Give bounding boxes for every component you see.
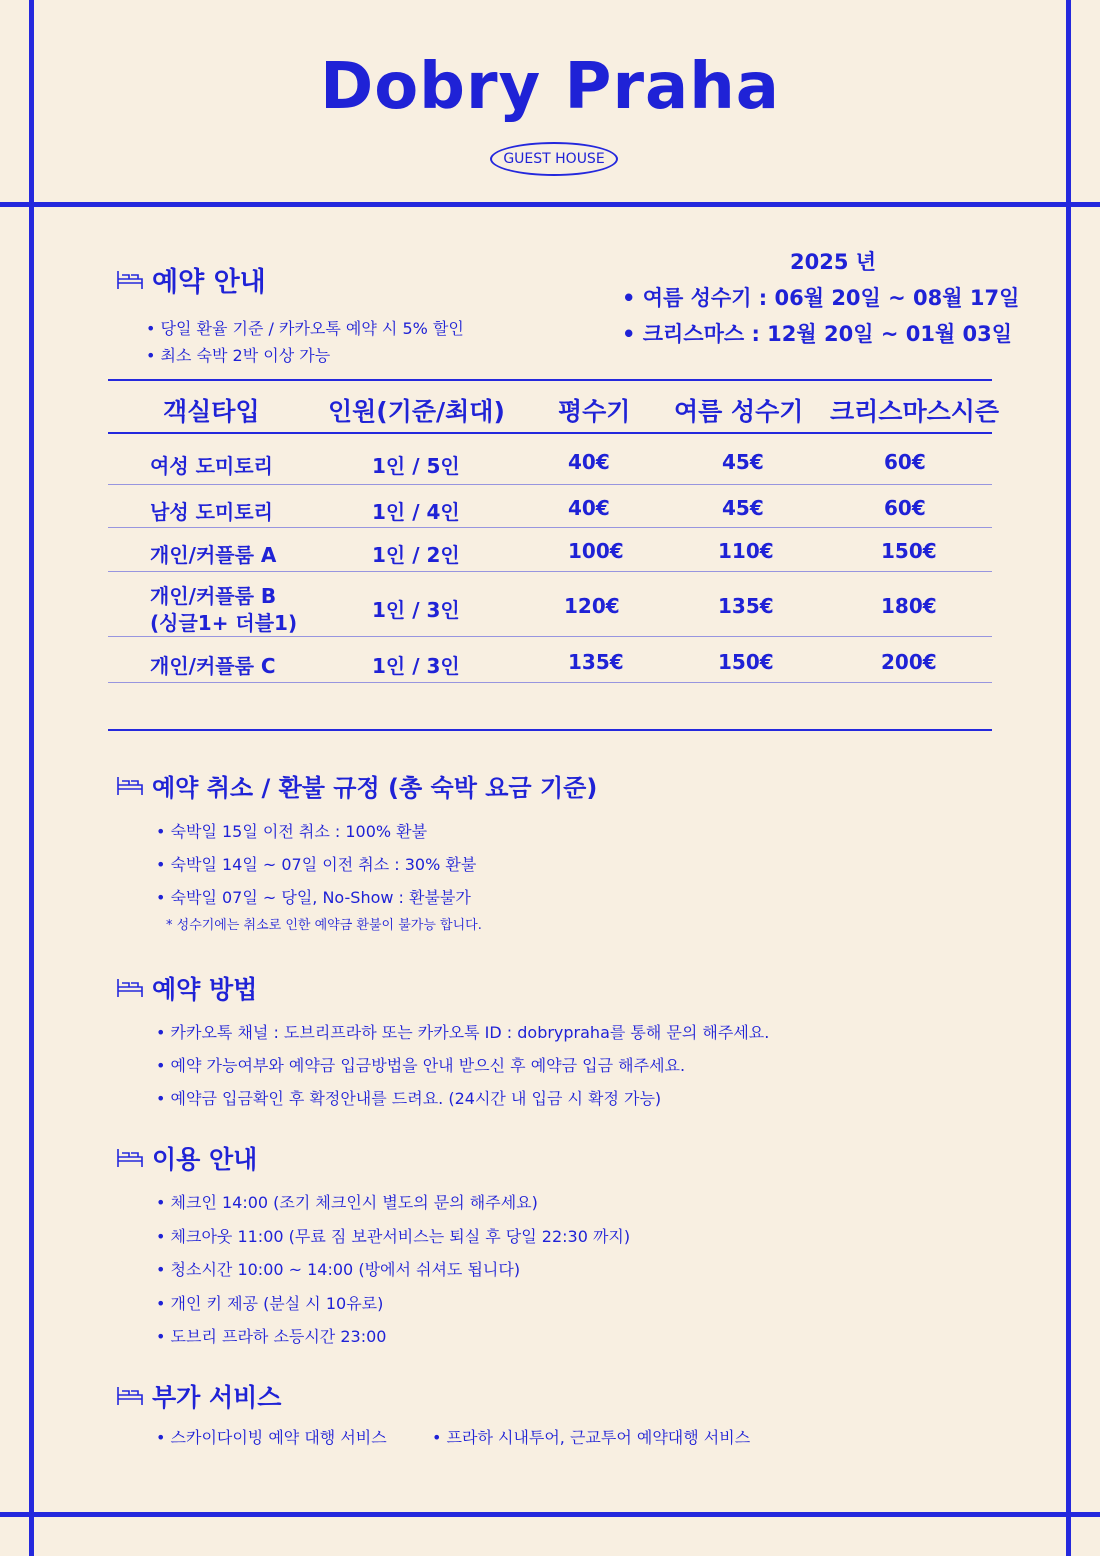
- section-title: 예약 안내: [152, 267, 266, 298]
- price-summer: 45€: [722, 450, 764, 474]
- row-divider: [108, 682, 992, 683]
- list-item: • 최소 숙박 2박 이상 가능: [146, 342, 464, 369]
- cancel-bullets: [156, 815, 476, 914]
- room-type: 개인/커플룸 B: [150, 584, 277, 608]
- season-info: [622, 246, 1022, 354]
- bed-icon: [116, 1385, 144, 1407]
- table-header-cell: 평수기: [558, 397, 631, 426]
- frame-top-divider: [0, 202, 1100, 207]
- list-item: • 예약금 입금확인 후 확정안내를 드려요. (24시간 내 입금 시 확정 가능): [156, 1082, 769, 1115]
- season-year: 2025 년: [790, 250, 877, 274]
- row-divider: [108, 636, 992, 637]
- list-item: • 프라하 시내투어, 근교투어 예약대행 서비스: [432, 1425, 750, 1451]
- bed-icon: [116, 977, 144, 999]
- price-summer: 110€: [718, 539, 774, 563]
- section-cancel-heading: [116, 768, 597, 803]
- list-item: • 숙박일 15일 이전 취소 : 100% 환불: [156, 815, 476, 848]
- price-christmas: 180€: [881, 594, 937, 618]
- frame-left-line: [29, 0, 34, 1556]
- price-regular: 40€: [568, 496, 610, 520]
- frame-right-line: [1066, 0, 1071, 1556]
- room-type: 남성 도미토리: [150, 500, 273, 524]
- reservation-bullets: [146, 315, 464, 369]
- section-title: 예약 취소 / 환불 규정 (총 숙박 요금 기준): [152, 774, 598, 802]
- room-people: 1인 / 3인: [372, 654, 460, 678]
- room-type: 개인/커플룸 A: [150, 543, 277, 567]
- table-header-cell: 여름 성수기: [674, 397, 804, 426]
- list-item: • 숙박일 14일 ~ 07일 이전 취소 : 30% 환불: [156, 848, 476, 881]
- section-title: 이용 안내: [152, 1145, 258, 1174]
- room-people: 1인 / 2인: [372, 543, 460, 567]
- bed-icon: [116, 269, 144, 291]
- cancel-note: * 성수기에는 취소로 인한 예약금 환불이 불가능 합니다.: [166, 918, 482, 933]
- frame-bottom-divider: [0, 1512, 1100, 1517]
- table-header-cell: 인원(기준/최대): [328, 397, 505, 426]
- room-people: 1인 / 5인: [372, 454, 460, 478]
- method-bullets: [156, 1016, 769, 1115]
- room-people: 1인 / 3인: [372, 598, 460, 622]
- list-item: • 당일 환율 기준 / 카카오톡 예약 시 5% 할인: [146, 315, 464, 342]
- table-header-rule: [108, 432, 992, 434]
- price-regular: 100€: [568, 539, 624, 563]
- price-regular: 120€: [564, 594, 620, 618]
- section-extra-heading: [116, 1378, 281, 1414]
- list-item: • 체크인 14:00 (조기 체크인시 별도의 문의 해주세요): [156, 1186, 630, 1220]
- price-christmas: 60€: [884, 496, 926, 520]
- usage-bullets: [156, 1186, 630, 1354]
- price-summer: 135€: [718, 594, 774, 618]
- list-item: • 예약 가능여부와 예약금 입금방법을 안내 받으신 후 예약금 입금 해주세요.: [156, 1049, 769, 1082]
- room-people: 1인 / 4인: [372, 500, 460, 524]
- table-header-cell: 객실타입: [163, 397, 260, 426]
- price-summer: 150€: [718, 650, 774, 674]
- price-christmas: 60€: [884, 450, 926, 474]
- table-bottom-rule: [108, 729, 992, 731]
- list-item: • 카카오톡 채널 : 도브리프라하 또는 카카오톡 ID : dobrypraha를 통해 문의 해주세요.: [156, 1016, 769, 1049]
- extra-bullet-1: [156, 1425, 387, 1451]
- table-top-rule: [108, 379, 992, 381]
- table-header: [108, 392, 1008, 428]
- section-title: 예약 방법: [152, 975, 258, 1004]
- season-summer: • 여름 성수기 : 06월 20일 ~ 08월 17일: [622, 286, 1020, 310]
- list-item: • 도브리 프라하 소등시간 23:00: [156, 1320, 630, 1354]
- list-item: • 청소시간 10:00 ~ 14:00 (방에서 쉬셔도 됩니다): [156, 1253, 630, 1287]
- section-usage-heading: [116, 1140, 257, 1176]
- price-christmas: 200€: [881, 650, 937, 674]
- price-summer: 45€: [722, 496, 764, 520]
- section-title: 부가 서비스: [152, 1383, 282, 1412]
- room-type: 개인/커플룸 C: [150, 654, 276, 678]
- section-method-heading: [116, 970, 257, 1006]
- bed-icon: [116, 775, 144, 797]
- brand-badge: GUEST HOUSE: [490, 142, 618, 176]
- list-item: • 숙박일 07일 ~ 당일, No-Show : 환불불가: [156, 881, 476, 914]
- table-header-cell: 크리스마스시즌: [830, 397, 1000, 426]
- extra-bullet-2: [432, 1425, 750, 1451]
- room-type-detail: (싱글1+ 더블1): [150, 611, 298, 635]
- list-item: • 스카이다이빙 예약 대행 서비스: [156, 1425, 387, 1451]
- list-item: • 체크아웃 11:00 (무료 짐 보관서비스는 퇴실 후 당일 22:30 까지): [156, 1220, 630, 1254]
- row-divider: [108, 484, 992, 485]
- price-regular: 40€: [568, 450, 610, 474]
- season-christmas: • 크리스마스 : 12월 20일 ~ 01월 03일: [622, 322, 1013, 346]
- row-divider: [108, 571, 992, 572]
- bed-icon: [116, 1147, 144, 1169]
- section-reservation-heading: [116, 260, 266, 299]
- brand-title: Dobry Praha: [320, 50, 780, 124]
- room-type: 여성 도미토리: [150, 454, 273, 478]
- row-divider: [108, 527, 992, 528]
- price-christmas: 150€: [881, 539, 937, 563]
- list-item: • 개인 키 제공 (분실 시 10유로): [156, 1287, 630, 1321]
- price-regular: 135€: [568, 650, 624, 674]
